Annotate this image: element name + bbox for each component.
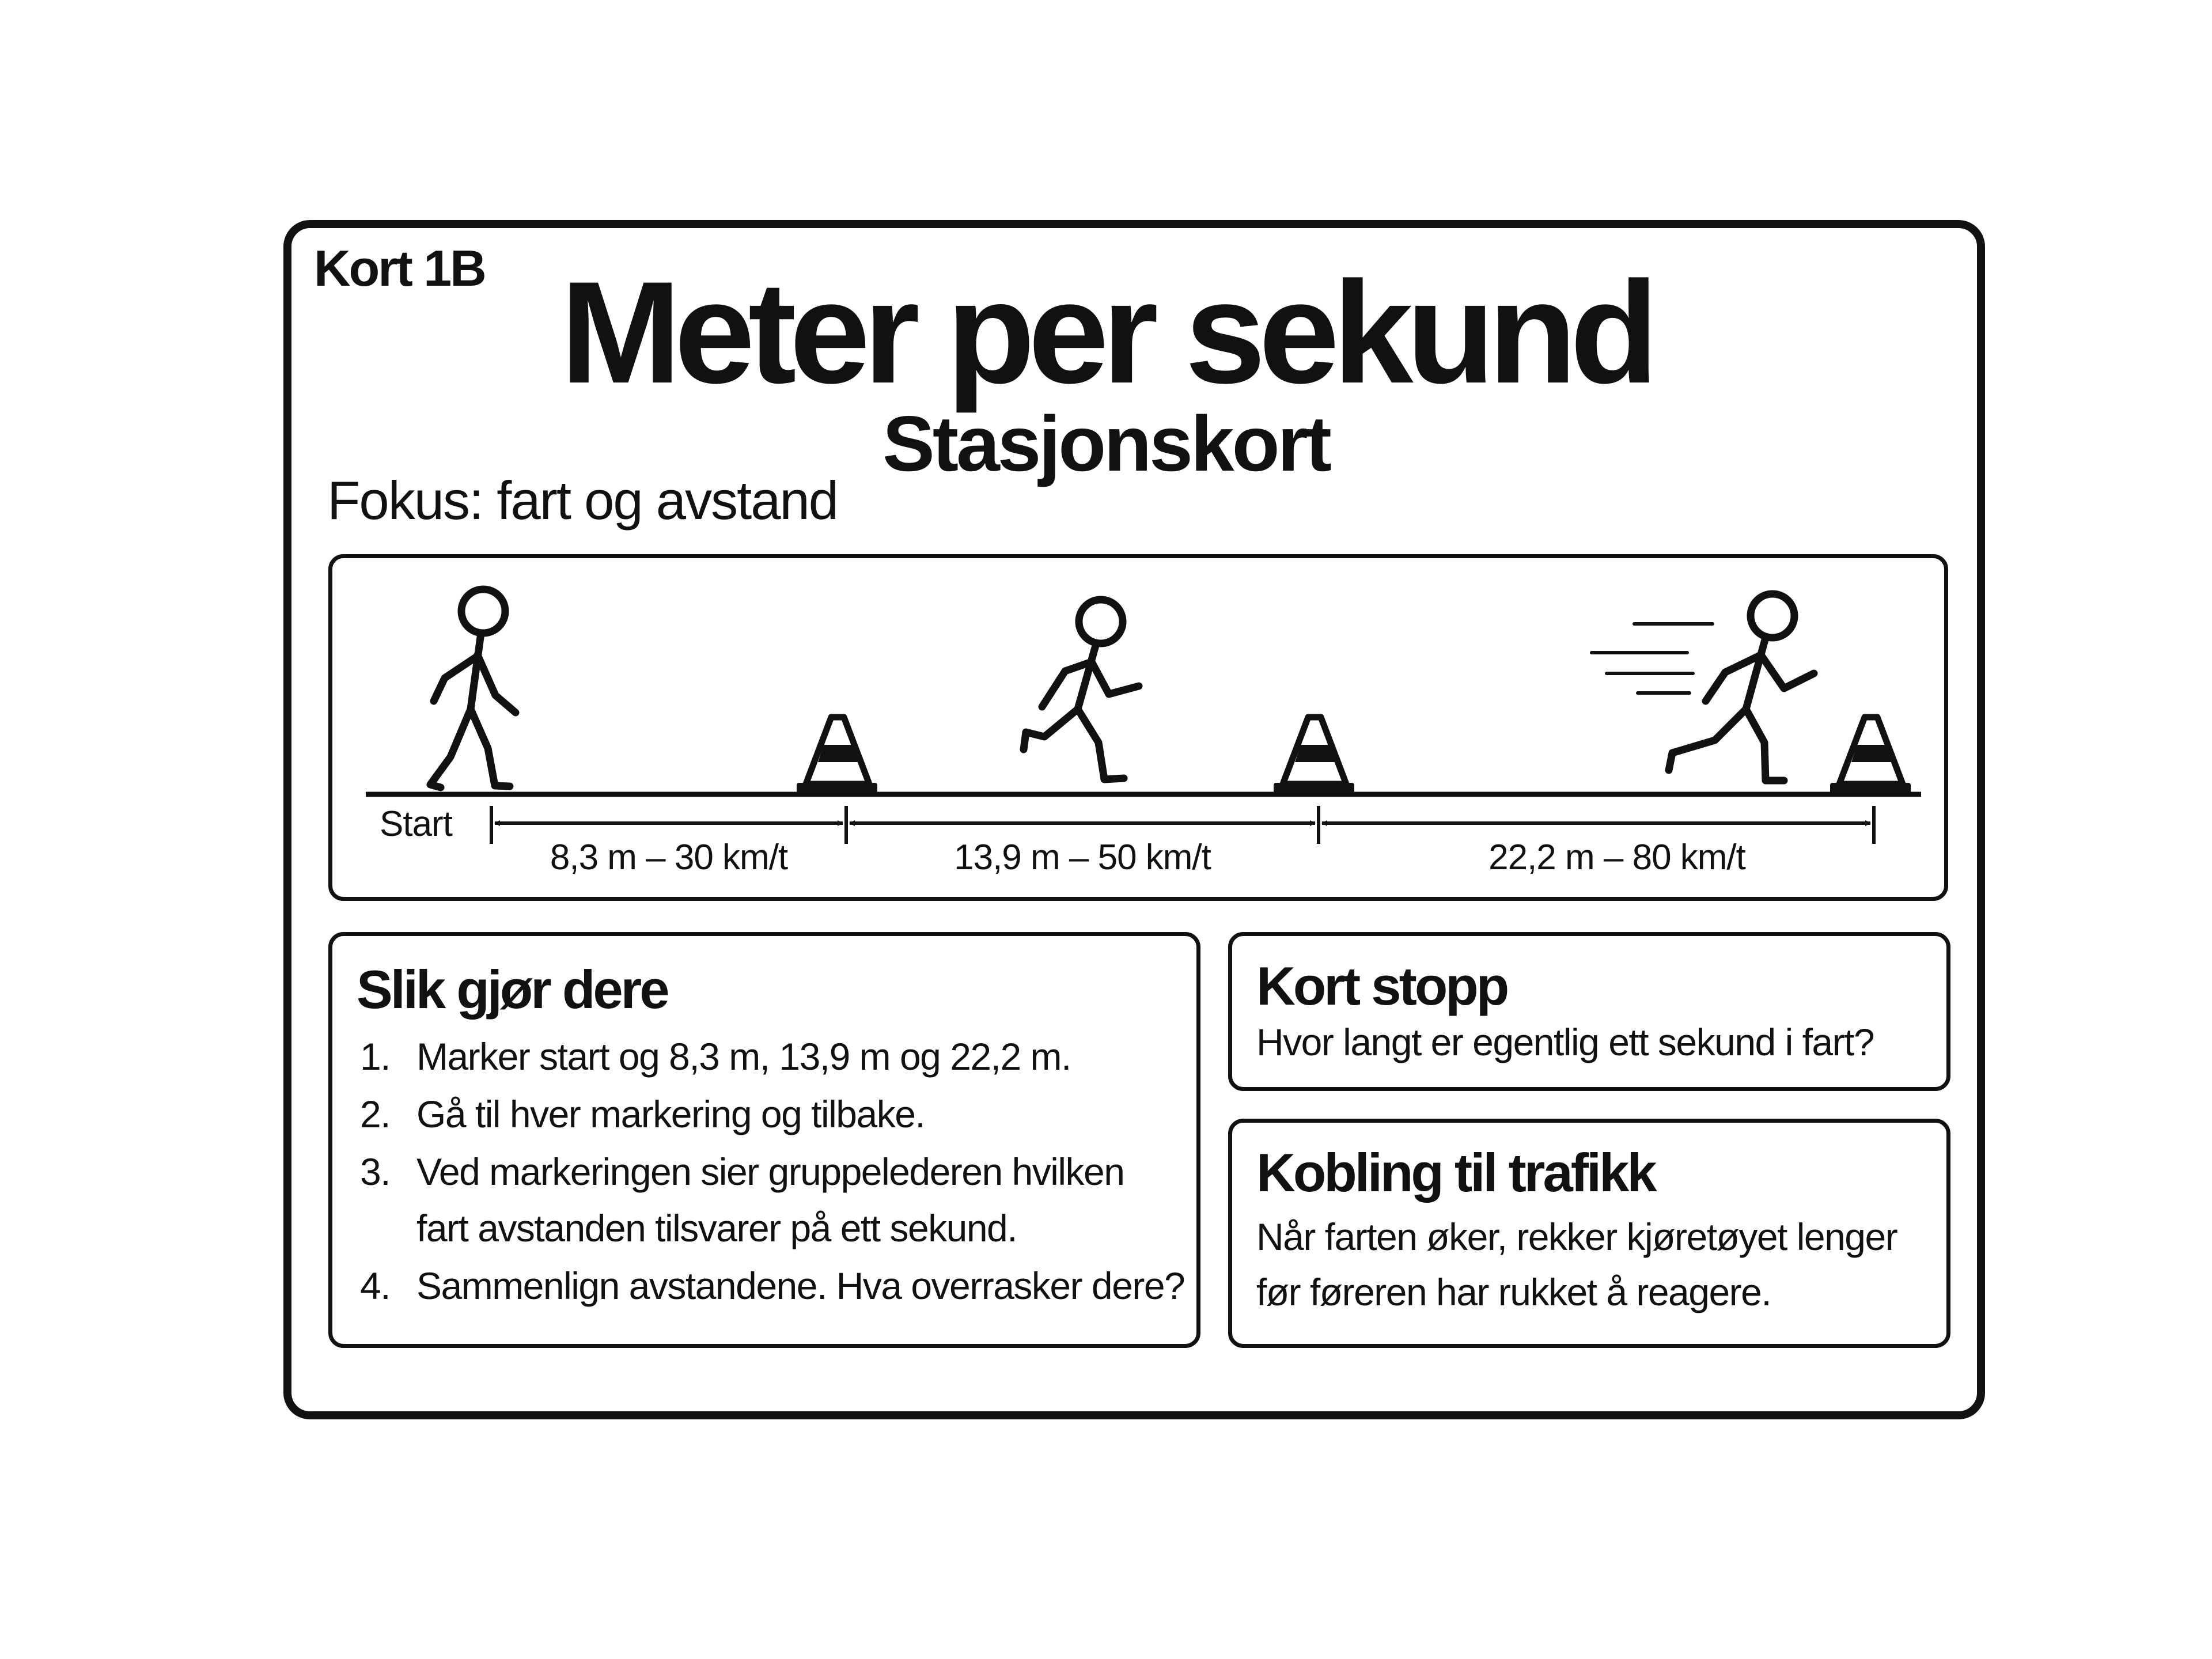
traffic-link-title: Kobling til trafikk — [1256, 1142, 1655, 1203]
page-subtitle: Stasjonskort — [882, 400, 1330, 487]
page-title: Meter per sekund — [560, 252, 1652, 414]
traffic-link-text — [1256, 1209, 1929, 1320]
list-item — [357, 1143, 1185, 1256]
traffic-link-line: Når farten øker, rekker kjøretøyet lenger — [1256, 1215, 1897, 1258]
focus-line: Fokus: fart og avstand — [327, 470, 838, 531]
segment-label: 22,2 m – 80 km/t — [1488, 838, 1745, 877]
instructions-title: Slik gjør dere — [357, 959, 668, 1020]
walking-figure-icon — [430, 589, 516, 787]
list-item — [357, 1257, 1185, 1314]
segment-label: 13,9 m – 50 km/t — [954, 838, 1211, 877]
short-stop-text: Hvor langt er egentlig ett sekund i fart? — [1256, 1021, 1874, 1063]
jogging-figure-icon — [1024, 600, 1139, 779]
traffic-cone-icon — [1274, 717, 1354, 796]
card-id: Kort 1B — [314, 240, 485, 297]
traffic-cone-icon — [797, 717, 877, 796]
step-text: Marker start og 8,3 m, 13,9 m og 22,2 m. — [416, 1035, 1071, 1078]
speed-lines-icon — [1592, 624, 1713, 693]
short-stop-panel — [1228, 932, 1950, 1091]
step-text: fart avstanden tilsvarer på ett sekund. — [416, 1207, 1017, 1249]
step-text: Gå til hver markering og tilbake. — [416, 1093, 925, 1135]
traffic-link-panel — [1228, 1119, 1950, 1348]
running-figure-icon — [1669, 594, 1814, 781]
short-stop-title: Kort stopp — [1256, 956, 1508, 1016]
instructions-list — [357, 1028, 1185, 1315]
step-number: 4. — [360, 1264, 391, 1307]
start-label: Start — [380, 804, 452, 844]
step-number: 3. — [360, 1150, 391, 1193]
instructions-panel — [328, 932, 1200, 1348]
step-number: 2. — [360, 1093, 391, 1135]
step-text: Sammenlign avstandene. Hva overrasker dere? — [416, 1264, 1185, 1307]
segment-label: 8,3 m – 30 km/t — [550, 838, 788, 877]
list-item — [357, 1028, 1185, 1085]
traffic-cone-icon — [1830, 717, 1911, 796]
step-number: 1. — [360, 1035, 391, 1078]
traffic-link-line: før føreren har rukket å reagere. — [1256, 1271, 1771, 1313]
list-item — [357, 1086, 1185, 1142]
step-text: Ved markeringen sier gruppelederen hvilken — [416, 1150, 1124, 1193]
distance-illustration — [328, 554, 1948, 901]
